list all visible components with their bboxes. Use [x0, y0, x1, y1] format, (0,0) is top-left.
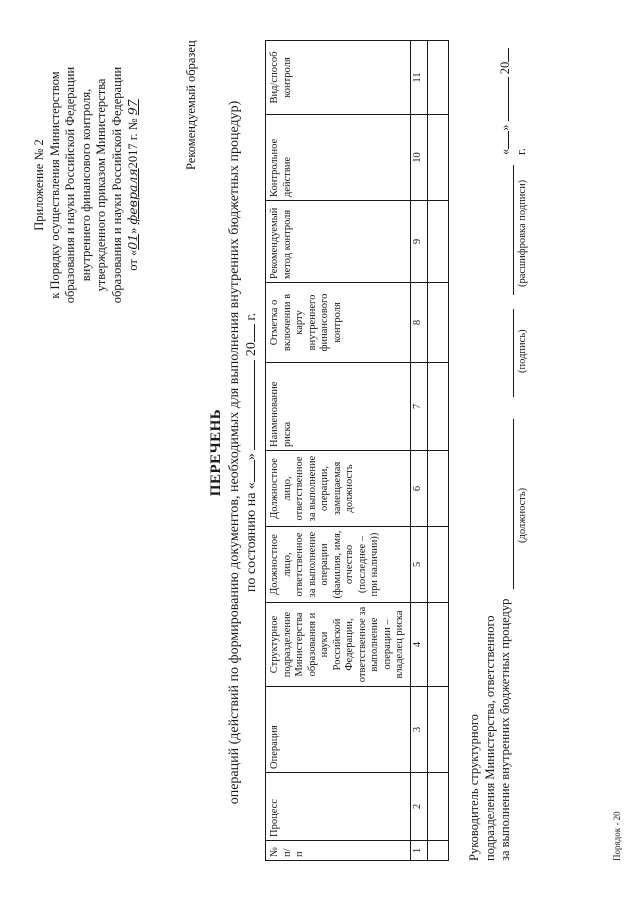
signature-line-3-row	[498, 41, 538, 861]
state-suffix: г.	[244, 312, 259, 321]
annex-date-month: февраля	[125, 168, 140, 225]
signature-line-1: Руководитель структурного	[467, 714, 481, 861]
column-number-9: 9	[410, 201, 427, 283]
position-caption: (должность)	[517, 487, 528, 543]
header-position: Должностное лицо, ответственное за выполнение операции, замещаемая должность	[266, 451, 411, 527]
column-number-1: 1	[410, 841, 427, 861]
header-responsible-person: Должностное лицо, ответственное за выполнение операции (фамилия, имя, отчество (последнее – при наличии))	[266, 527, 411, 603]
header-risk-name: Наименование риска	[266, 363, 411, 451]
footer-date-close: »	[498, 124, 512, 131]
footer-date-suffix: г.	[513, 148, 528, 155]
header-control-action: Контрольное действие	[266, 115, 411, 201]
annex-date-prefix: от «	[126, 249, 140, 271]
annex-date-line	[125, 35, 142, 335]
annex-order-number: 97	[125, 99, 140, 116]
column-number-6: 6	[410, 451, 427, 527]
empty-cell	[427, 773, 448, 841]
column-number-4: 4	[410, 603, 427, 687]
header-operation: Операция	[266, 687, 411, 773]
signature-caption: (подпись)	[517, 329, 528, 373]
header-control-map-mark: Отметка о включении в карту внутреннего финансового контроля	[266, 283, 411, 363]
empty-cell	[427, 451, 448, 527]
header-number: № п/п	[266, 841, 411, 861]
footer-date-open: «	[498, 148, 512, 155]
operations-table	[265, 40, 449, 861]
state-year: 20	[244, 342, 259, 357]
footer-day-blank	[508, 131, 509, 149]
signature-line-2: подразделения Министерства, ответственного	[482, 615, 497, 861]
page-footer: Порядок - 20	[612, 811, 622, 861]
state-day-blank	[254, 460, 255, 482]
state-mid: »	[244, 453, 259, 461]
position-underline	[498, 419, 514, 589]
footer-date	[498, 41, 529, 155]
signature-underline	[498, 309, 514, 397]
empty-cell	[427, 603, 448, 687]
column-number-5: 5	[410, 527, 427, 603]
footer-year-blank	[508, 48, 509, 62]
annex-block	[32, 35, 142, 335]
document-subtitle	[226, 0, 260, 905]
state-date-line	[243, 0, 260, 905]
state-month-blank	[254, 360, 255, 450]
annex-line-4: утвержденного приказом Министерства	[94, 78, 108, 292]
empty-cell	[427, 115, 448, 201]
column-number-2: 2	[410, 773, 427, 841]
empty-cell	[427, 363, 448, 451]
annex-title: Приложение № 2	[32, 139, 46, 231]
name-underline	[498, 165, 514, 295]
column-number-3: 3	[410, 687, 427, 773]
document-title: ПЕРЕЧЕНЬ	[208, 408, 224, 497]
header-control-method: Рекомендуемый метод контроля	[266, 201, 411, 283]
empty-cell	[427, 283, 448, 363]
table-number-row	[410, 41, 427, 861]
signature-block	[467, 41, 538, 861]
empty-cell	[427, 41, 448, 115]
table-header-row	[266, 41, 411, 861]
header-process: Процесс	[266, 773, 411, 841]
column-number-8: 8	[410, 283, 427, 363]
column-number-11: 11	[410, 41, 427, 115]
annex-date-day: 01	[125, 233, 140, 250]
footer-month-blank	[508, 77, 509, 121]
header-control-type: Вид/способ контроля	[266, 41, 411, 115]
annex-line-1: к Порядку осуществления Министерством	[47, 71, 62, 299]
empty-cell	[427, 687, 448, 773]
name-caption: (расшифровка подписи)	[517, 179, 528, 287]
annex-line-5: образования и науки Российской Федерации	[109, 66, 124, 304]
sample-label: Рекомендуемый образец	[184, 40, 198, 170]
empty-cell	[427, 527, 448, 603]
annex-line-2: образования и науки Российской Федерации	[63, 66, 77, 304]
footer-date-year: 20	[498, 61, 512, 75]
table-empty-row	[427, 41, 448, 861]
empty-cell	[427, 201, 448, 283]
state-prefix: по состоянию на «	[244, 482, 259, 593]
state-year-blank	[254, 324, 255, 342]
annex-date-mid: »	[126, 227, 140, 234]
signature-line-3: за выполнение внутренних бюджетных процедур	[498, 598, 512, 861]
header-department: Структурное подразделение Министерства образования и науки Российской Федерации, ответственное за выполнение операции – владелец риска	[266, 603, 411, 687]
column-number-7: 7	[410, 363, 427, 451]
column-number-10: 10	[410, 115, 427, 201]
subtitle-text: операций (действий по формированию документов, необходимых для выполнения внутренних бюджетных процедур)	[227, 100, 242, 805]
empty-cell	[427, 841, 448, 861]
annex-line-3: внутреннего финансового контроля,	[78, 88, 93, 282]
annex-date-year: 2017 г. №	[126, 118, 140, 169]
